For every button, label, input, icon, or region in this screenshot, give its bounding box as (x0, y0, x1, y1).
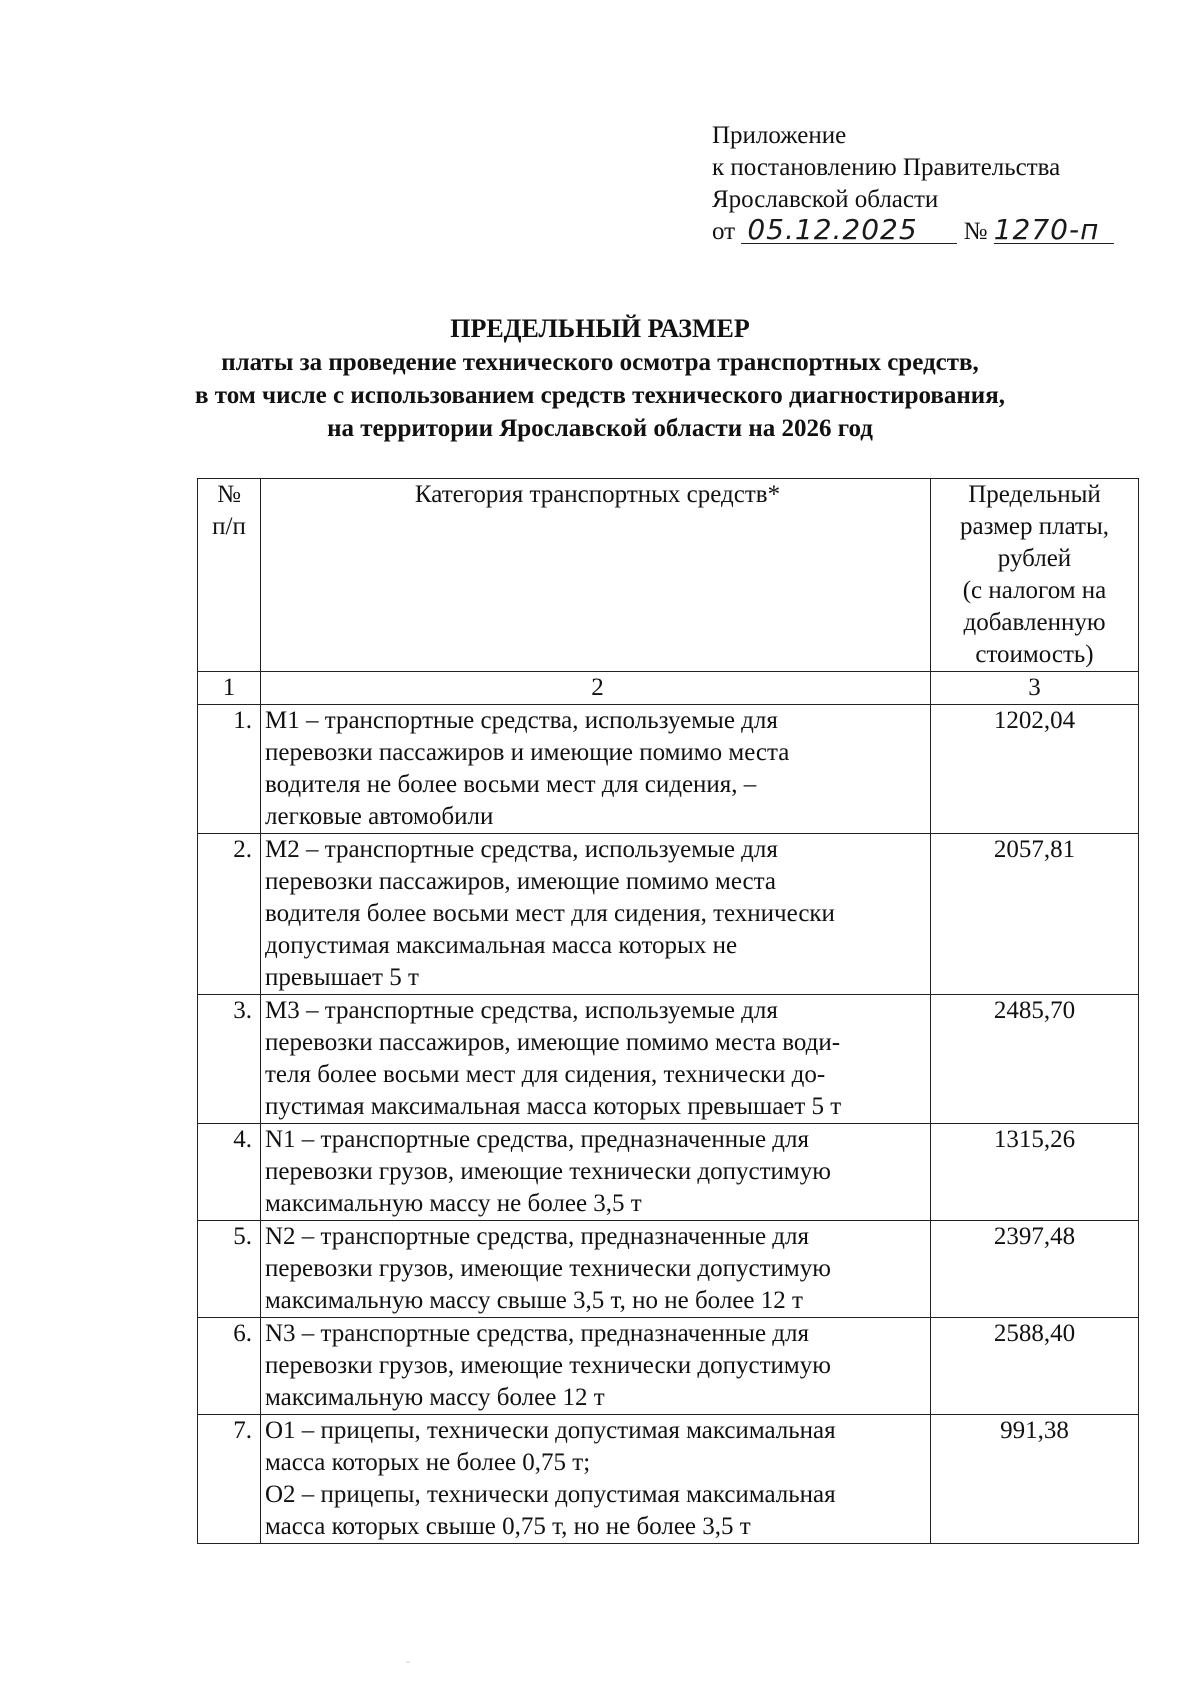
category-line: О2 – прицепы, технически допустимая максимальная (265, 1481, 836, 1508)
table-row (198, 1221, 1139, 1318)
header-num-line: п/п (212, 513, 246, 540)
row-category (261, 1318, 931, 1415)
resolution-number: 1270-п (994, 217, 1114, 244)
table-body (198, 705, 1139, 1544)
category-line: М1 – транспортные средства, используемые для (265, 707, 778, 734)
category-line: перевозки грузов, имеющие технически допустимую (265, 1255, 831, 1282)
table-row (198, 705, 1139, 834)
row-number: 3. (198, 995, 261, 1124)
column-number: 3 (931, 672, 1139, 705)
column-number: 2 (261, 672, 931, 705)
number-prefix: № (963, 218, 988, 245)
category-line: максимальную массу не более 3,5 т (265, 1190, 642, 1217)
appendix-resolution-line: к постановлению Правительства (712, 154, 1061, 181)
category-line: перевозки пассажиров и имеющие помимо места (265, 739, 790, 766)
row-number: 2. (198, 834, 261, 995)
category-line: водителя не более восьми мест для сидения, – (265, 771, 757, 798)
category-line: максимальную массу более 12 т (265, 1384, 605, 1411)
category-line: легковые автомобили (265, 803, 494, 830)
row-category (261, 834, 931, 995)
table-header-row (198, 479, 1139, 672)
row-category (261, 995, 931, 1124)
table-row (198, 995, 1139, 1124)
column-number-row (198, 672, 1139, 705)
header-fee-line: размер платы, (959, 513, 1110, 540)
category-line: О1 – прицепы, технически допустимая максимальная (265, 1417, 836, 1444)
header-fee-line: Предельный (968, 481, 1101, 508)
document-title-block (0, 312, 1200, 445)
category-line: превышает 5 т (265, 964, 419, 991)
category-line: перевозки грузов, имеющие технически допустимую (265, 1158, 831, 1185)
header-category: Категория транспортных средств* (261, 479, 931, 672)
row-category (261, 1221, 931, 1318)
header-num (198, 479, 261, 672)
header-fee-line: (с налогом на (962, 577, 1107, 604)
row-category (261, 705, 931, 834)
appendix-date-line (712, 213, 1114, 248)
appendix-label: Приложение (712, 122, 847, 149)
page-mark: - (406, 1654, 410, 1668)
category-line: перевозки пассажиров, имеющие помимо места (265, 868, 776, 895)
document-subtitle-line-1: платы за проведение технического осмотра транспортных средств, (221, 349, 979, 376)
row-fee: 2397,48 (931, 1221, 1139, 1318)
category-line: допустимая максимальная масса которых не (265, 932, 738, 959)
row-number: 7. (198, 1415, 261, 1544)
row-fee: 1315,26 (931, 1124, 1139, 1221)
header-fee-line: стоимость) (975, 641, 1094, 668)
row-number: 5. (198, 1221, 261, 1318)
row-number: 6. (198, 1318, 261, 1415)
table-row (198, 1318, 1139, 1415)
row-fee: 991,38 (931, 1415, 1139, 1544)
row-number: 4. (198, 1124, 261, 1221)
header-fee-line: добавленную (963, 609, 1106, 636)
category-line: перевозки грузов, имеющие технически допустимую (265, 1352, 831, 1379)
row-category (261, 1415, 931, 1544)
row-number: 1. (198, 705, 261, 834)
row-fee: 2057,81 (931, 834, 1139, 995)
category-line: перевозки пассажиров, имеющие помимо места води- (265, 1029, 841, 1056)
category-line: масса которых свыше 0,75 т, но не более 3,5 т (265, 1513, 751, 1540)
table-row (198, 834, 1139, 995)
header-fee-line: рублей (997, 545, 1072, 572)
category-line: пустимая максимальная масса которых превышает 5 т (265, 1093, 842, 1120)
document-title: ПРЕДЕЛЬНЫЙ РАЗМЕР (450, 314, 750, 343)
appendix-header (712, 120, 1114, 248)
row-category (261, 1124, 931, 1221)
table-row (198, 1124, 1139, 1221)
column-number: 1 (198, 672, 261, 705)
category-line: водителя более восьми мест для сидения, технически (265, 900, 835, 927)
row-fee: 1202,04 (931, 705, 1139, 834)
table-row (198, 1415, 1139, 1544)
category-line: М2 – транспортные средства, используемые для (265, 836, 778, 863)
header-fee (931, 479, 1139, 672)
category-line: N1 – транспортные средства, предназначенные для (265, 1126, 809, 1153)
resolution-date: 05.12.2025 (741, 217, 957, 244)
category-line: максимальную массу свыше 3,5 т, но не более 12 т (265, 1287, 803, 1314)
appendix-region-line: Ярославской области (712, 186, 939, 213)
category-line: N3 – транспортные средства, предназначенные для (265, 1320, 809, 1347)
category-line: теля более восьми мест для сидения, технически до- (265, 1061, 826, 1088)
category-line: N2 – транспортные средства, предназначенные для (265, 1223, 809, 1250)
date-prefix: от (712, 218, 736, 245)
category-line: М3 – транспортные средства, используемые для (265, 997, 778, 1024)
fee-table (197, 478, 1139, 1544)
document-subtitle-line-3: на территории Ярославской области на 2026 год (327, 415, 873, 442)
category-line: масса которых не более 0,75 т; (265, 1449, 591, 1476)
header-num-line: № (217, 481, 241, 508)
document-subtitle-line-2: в том числе с использованием средств технического диагностирования, (195, 382, 1005, 409)
row-fee: 2588,40 (931, 1318, 1139, 1415)
row-fee: 2485,70 (931, 995, 1139, 1124)
